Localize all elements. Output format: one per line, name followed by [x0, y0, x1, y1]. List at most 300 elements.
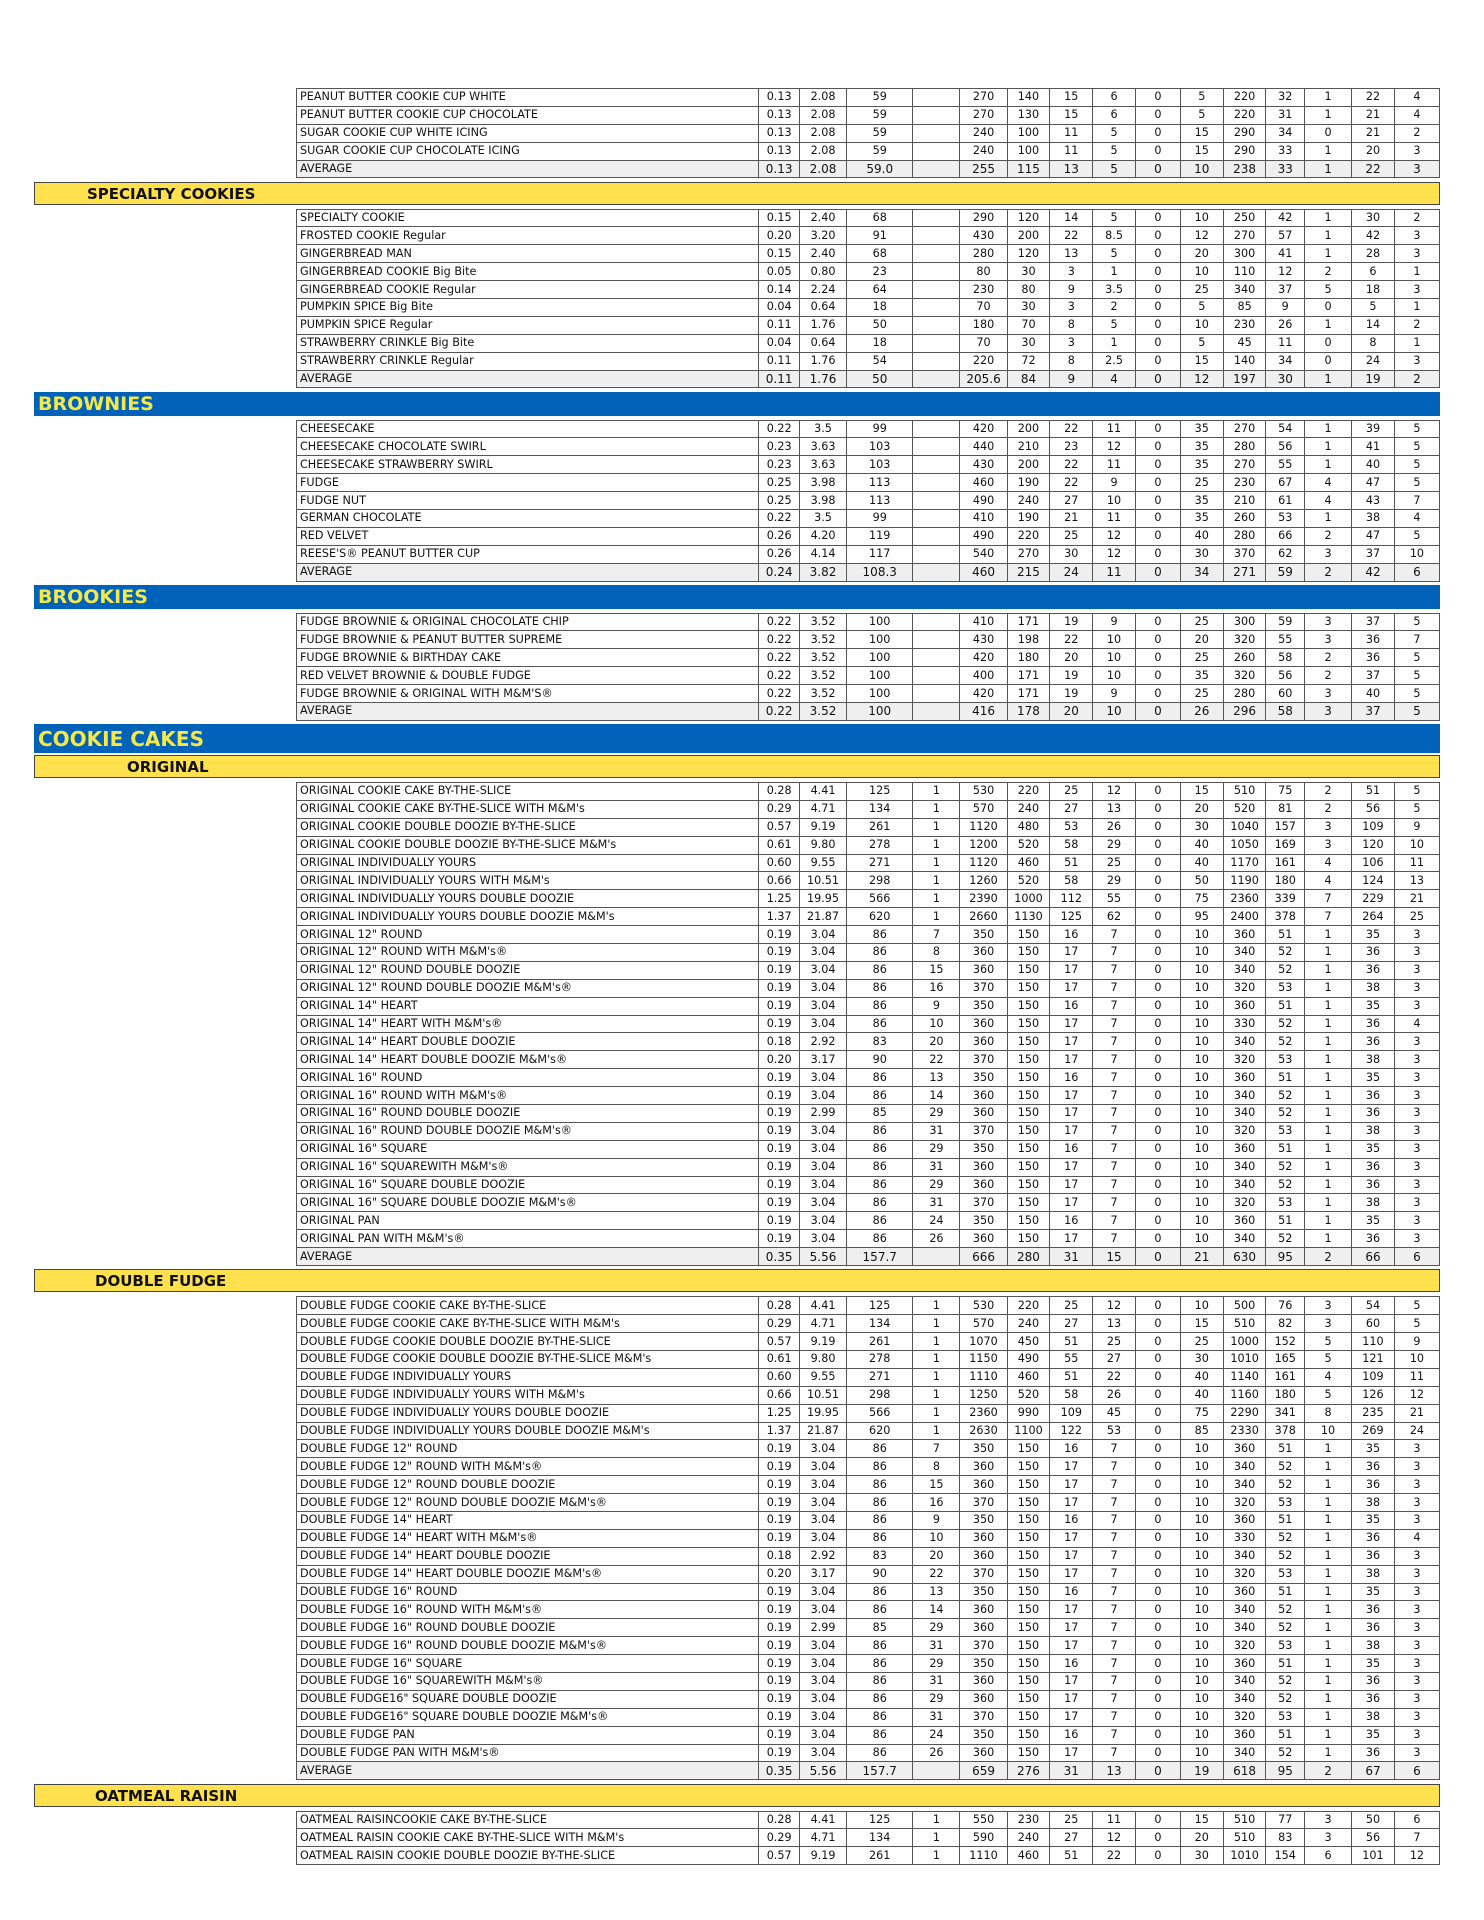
nutrient-value: 190 — [1007, 509, 1050, 527]
nutrient-value: 25 — [1180, 613, 1223, 631]
nutrient-value: 150 — [1007, 1230, 1050, 1248]
item-name: OATMEAL RAISIN COOKIE CAKE BY-THE-SLICE WITH M&M's — [297, 1829, 759, 1847]
item-name: PEANUT BUTTER COOKIE CUP CHOCOLATE — [297, 106, 759, 124]
nutrient-value: 7 — [1093, 1176, 1136, 1194]
nutrient-value: 2330 — [1223, 1422, 1266, 1440]
nutrient-value: 370 — [960, 1565, 1007, 1583]
nutrient-value: 0 — [1135, 1404, 1180, 1422]
nutrient-value: 0.19 — [759, 944, 800, 962]
nutrient-value: 99 — [847, 509, 913, 527]
nutrient-value: 3.04 — [799, 1673, 846, 1691]
nutrient-value: 10 — [1180, 1015, 1223, 1033]
nutrient-value: 271 — [847, 854, 913, 872]
nutrient-value: 38 — [1352, 1051, 1395, 1069]
nutrient-value: 3 — [1305, 703, 1352, 721]
nutrient-value: 0.22 — [759, 649, 800, 667]
nutrient-value: 2 — [1305, 263, 1352, 281]
nutrient-value: 0 — [1135, 926, 1180, 944]
nutrient-value: 370 — [960, 1122, 1007, 1140]
nutrient-value: 0.19 — [759, 1619, 800, 1637]
nutrient-value: 1 — [1305, 209, 1352, 227]
nutrient-value: 10 — [1180, 263, 1223, 281]
category-label: COOKIE CAKES — [38, 727, 204, 751]
nutrient-value: 0.19 — [759, 1511, 800, 1529]
nutrient-value: 510 — [1223, 1315, 1266, 1333]
nutrient-value: 45 — [1223, 334, 1266, 352]
nutrient-value: 4.20 — [799, 527, 846, 545]
nutrient-value: 10 — [1180, 1458, 1223, 1476]
nutrient-value: 320 — [1223, 1637, 1266, 1655]
nutrient-value: 5 — [1352, 298, 1395, 316]
nutrient-value: 154 — [1266, 1847, 1305, 1865]
nutrient-value: 14 — [1352, 316, 1395, 334]
nutrient-value: 1.76 — [799, 370, 846, 388]
nutrient-value: 5 — [1394, 474, 1439, 492]
nutrient-value: 269 — [1352, 1422, 1395, 1440]
nutrient-value: 10 — [1093, 649, 1136, 667]
nutrient-value: 290 — [960, 209, 1007, 227]
nutrient-value: 37 — [1266, 281, 1305, 299]
nutrient-value: 1140 — [1223, 1368, 1266, 1386]
nutrition-table — [296, 613, 1440, 721]
nutrient-value: 1.37 — [759, 1422, 800, 1440]
nutrient-value: 12 — [1093, 438, 1136, 456]
nutrient-value: 10 — [1180, 1476, 1223, 1494]
nutrient-value: 16 — [1050, 1212, 1093, 1230]
nutrient-value: 350 — [960, 1069, 1007, 1087]
nutrient-value: 3 — [1305, 1829, 1352, 1847]
nutrient-value: 2.08 — [799, 89, 846, 107]
nutrient-value: 0.64 — [799, 334, 846, 352]
nutrient-value: 1 — [1305, 316, 1352, 334]
nutrient-value — [913, 685, 960, 703]
table-row — [297, 124, 1440, 142]
nutrient-value: 0 — [1135, 1315, 1180, 1333]
nutrient-value: 58 — [1050, 872, 1093, 890]
nutrient-value: 38 — [1352, 1194, 1395, 1212]
nutrient-value: 3 — [1394, 1033, 1439, 1051]
nutrient-value: 340 — [1223, 944, 1266, 962]
nutrient-value: 9 — [913, 997, 960, 1015]
table-row — [297, 263, 1440, 281]
nutrient-value: 0.28 — [759, 1811, 800, 1829]
table-row — [297, 1690, 1440, 1708]
table-row — [297, 613, 1440, 631]
nutrient-value: 5 — [1394, 685, 1439, 703]
nutrient-value: 360 — [1223, 1440, 1266, 1458]
nutrient-value: 7 — [1093, 944, 1136, 962]
nutrient-value: 3 — [1394, 1673, 1439, 1691]
nutrient-value: 7 — [1093, 1476, 1136, 1494]
item-name: DOUBLE FUDGE 12" ROUND DOUBLE DOOZIE — [297, 1476, 759, 1494]
nutrient-value: 90 — [847, 1051, 913, 1069]
nutrient-value: 520 — [1223, 800, 1266, 818]
nutrient-value: 1 — [913, 836, 960, 854]
item-name: DOUBLE FUDGE16" SQUARE DOUBLE DOOZIE — [297, 1690, 759, 1708]
nutrient-value: 4 — [1305, 1368, 1352, 1386]
nutrient-value: 1 — [913, 800, 960, 818]
item-name: DOUBLE FUDGE INDIVIDUALLY YOURS — [297, 1368, 759, 1386]
average-row — [297, 563, 1440, 581]
nutrient-value: 0 — [1135, 334, 1180, 352]
nutrient-value: 0.18 — [759, 1547, 800, 1565]
nutrient-value: 26 — [1093, 1386, 1136, 1404]
nutrient-value: 20 — [1180, 800, 1223, 818]
nutrient-value: 460 — [1007, 1847, 1050, 1865]
nutrient-value: 3.04 — [799, 1708, 846, 1726]
nutrient-value: 22 — [1050, 227, 1093, 245]
nutrient-value: 1 — [1305, 1547, 1352, 1565]
nutrient-value: 19 — [1050, 685, 1093, 703]
nutrient-value: 1 — [913, 1297, 960, 1315]
nutrient-value: 260 — [1223, 649, 1266, 667]
nutrient-value: 58 — [1050, 1386, 1093, 1404]
nutrient-value: 3 — [1305, 836, 1352, 854]
nutrient-value: 0.19 — [759, 1673, 800, 1691]
nutrient-value: 21 — [1352, 106, 1395, 124]
nutrient-value: 300 — [1223, 613, 1266, 631]
nutrient-value: 10 — [1180, 1140, 1223, 1158]
nutrient-value: 157.7 — [847, 1248, 913, 1266]
nutrient-value: 75 — [1266, 783, 1305, 801]
nutrient-value: 264 — [1352, 908, 1395, 926]
nutrient-value: 378 — [1266, 1422, 1305, 1440]
nutrient-value: 80 — [1007, 281, 1050, 299]
nutrient-value: 540 — [960, 545, 1007, 563]
nutrient-value: 0 — [1135, 1511, 1180, 1529]
nutrient-value: 0 — [1135, 1673, 1180, 1691]
nutrient-value: 0 — [1135, 1297, 1180, 1315]
nutrient-value: 38 — [1352, 1494, 1395, 1512]
subcategory-label: ORIGINAL — [127, 758, 209, 776]
nutrient-value: 25 — [1180, 1333, 1223, 1351]
nutrient-value — [913, 527, 960, 545]
nutrient-value: 0.29 — [759, 1829, 800, 1847]
nutrient-value: 0 — [1135, 1158, 1180, 1176]
nutrient-value: 205.6 — [960, 370, 1007, 388]
nutrient-value: 360 — [960, 961, 1007, 979]
nutrient-value: 86 — [847, 1601, 913, 1619]
nutrient-value: 83 — [1266, 1829, 1305, 1847]
nutrient-value: 67 — [1352, 1762, 1395, 1780]
nutrient-value: 52 — [1266, 1458, 1305, 1476]
nutrient-value: 22 — [1352, 160, 1395, 178]
nutrient-value: 2660 — [960, 908, 1007, 926]
nutrient-value: 990 — [1007, 1404, 1050, 1422]
nutrient-value: 1 — [1305, 438, 1352, 456]
nutrient-value: 18 — [1352, 281, 1395, 299]
nutrient-value: 3 — [1394, 1194, 1439, 1212]
nutrient-value: 30 — [1007, 298, 1050, 316]
nutrient-value: 320 — [1223, 631, 1266, 649]
nutrient-value: 57 — [1266, 227, 1305, 245]
nutrient-value: 40 — [1180, 854, 1223, 872]
nutrient-value: 0 — [1135, 492, 1180, 510]
nutrient-value: 17 — [1050, 1547, 1093, 1565]
nutrient-value: 0 — [1135, 1015, 1180, 1033]
nutrient-value: 6 — [1305, 1847, 1352, 1865]
nutrient-value: 134 — [847, 1829, 913, 1847]
nutrient-value: 0 — [1135, 1176, 1180, 1194]
nutrient-value: 150 — [1007, 1529, 1050, 1547]
average-row — [297, 160, 1440, 178]
nutrient-value: 157.7 — [847, 1762, 913, 1780]
nutrient-value: 490 — [960, 527, 1007, 545]
nutrient-value: 1150 — [960, 1350, 1007, 1368]
table-row — [297, 1744, 1440, 1762]
nutrient-value: 410 — [960, 509, 1007, 527]
nutrient-value: 0 — [1135, 1440, 1180, 1458]
nutrient-value: 0 — [1135, 209, 1180, 227]
nutrient-value: 410 — [960, 613, 1007, 631]
nutrient-value: 3.04 — [799, 1087, 846, 1105]
nutrient-value: 61 — [1266, 492, 1305, 510]
nutrient-value: 95 — [1266, 1248, 1305, 1266]
nutrient-value: 51 — [1352, 783, 1395, 801]
nutrient-value — [913, 334, 960, 352]
nutrient-value: 29 — [913, 1619, 960, 1637]
nutrient-value: 100 — [847, 631, 913, 649]
nutrient-value: 0.19 — [759, 1122, 800, 1140]
nutrient-value: 31 — [913, 1708, 960, 1726]
nutrient-value: 7 — [1093, 1230, 1136, 1248]
nutrient-value: 53 — [1266, 1051, 1305, 1069]
nutrient-value: 5.56 — [799, 1248, 846, 1266]
nutrient-value: 86 — [847, 926, 913, 944]
nutrient-value: 35 — [1180, 420, 1223, 438]
nutrient-value: 68 — [847, 245, 913, 263]
nutrient-value: 7 — [1093, 1744, 1136, 1762]
nutrient-value: 52 — [1266, 1176, 1305, 1194]
item-name: ORIGINAL 16" ROUND WITH M&M's® — [297, 1087, 759, 1105]
nutrient-value: 350 — [960, 997, 1007, 1015]
nutrient-value: 0.19 — [759, 1212, 800, 1230]
nutrient-value: 255 — [960, 160, 1007, 178]
nutrient-value: 8 — [1305, 1404, 1352, 1422]
nutrient-value: 29 — [913, 1105, 960, 1123]
table-row — [297, 438, 1440, 456]
nutrient-value: 52 — [1266, 1158, 1305, 1176]
nutrient-value: 1 — [913, 818, 960, 836]
nutrient-value: 0.28 — [759, 1297, 800, 1315]
nutrient-value: 5 — [1180, 298, 1223, 316]
nutrient-value: 7 — [1093, 1655, 1136, 1673]
nutrient-value: 15 — [1050, 106, 1093, 124]
nutrient-value: 3 — [1394, 1708, 1439, 1726]
nutrient-value: 2 — [1394, 370, 1439, 388]
nutrient-value: 1 — [1305, 1458, 1352, 1476]
nutrient-value: 0.15 — [759, 245, 800, 263]
nutrient-value: 0 — [1135, 1655, 1180, 1673]
nutrient-value: 0.22 — [759, 509, 800, 527]
nutrient-value: 0.25 — [759, 474, 800, 492]
nutrient-value: 62 — [1266, 545, 1305, 563]
nutrient-value: 171 — [1007, 667, 1050, 685]
nutrient-value: 50 — [847, 370, 913, 388]
nutrient-value: 0.19 — [759, 1087, 800, 1105]
table-row — [297, 1847, 1440, 1865]
nutrient-value: 3 — [1394, 1690, 1439, 1708]
item-name: DOUBLE FUDGE COOKIE CAKE BY-THE-SLICE — [297, 1297, 759, 1315]
nutrient-value: 35 — [1352, 926, 1395, 944]
nutrient-value: 9 — [1093, 685, 1136, 703]
nutrient-value: 0.19 — [759, 1230, 800, 1248]
nutrient-value — [913, 474, 960, 492]
nutrient-value: 27 — [1050, 492, 1093, 510]
nutrient-value: 150 — [1007, 997, 1050, 1015]
nutrient-value: 56 — [1352, 800, 1395, 818]
nutrient-value: 1 — [1305, 1087, 1352, 1105]
nutrient-value: 180 — [1266, 1386, 1305, 1404]
nutrient-value — [913, 1762, 960, 1780]
nutrient-value: 150 — [1007, 961, 1050, 979]
nutrient-value: 0.19 — [759, 1140, 800, 1158]
nutrient-value: 17 — [1050, 1601, 1093, 1619]
nutrient-value: 52 — [1266, 1230, 1305, 1248]
nutrient-value: 86 — [847, 1122, 913, 1140]
nutrient-value: 66 — [1352, 1248, 1395, 1266]
table-row — [297, 667, 1440, 685]
nutrient-value — [913, 545, 960, 563]
nutrient-value: 86 — [847, 1069, 913, 1087]
nutrient-value: 1010 — [1223, 1847, 1266, 1865]
nutrient-value: 150 — [1007, 1511, 1050, 1529]
nutrient-value: 11 — [1093, 456, 1136, 474]
nutrient-value: 34 — [1266, 352, 1305, 370]
table-row — [297, 281, 1440, 299]
nutrient-value: 152 — [1266, 1333, 1305, 1351]
nutrient-value: 3.04 — [799, 1637, 846, 1655]
nutrient-value: 161 — [1266, 1368, 1305, 1386]
nutrient-value: 38 — [1352, 1122, 1395, 1140]
nutrient-value: 72 — [1007, 352, 1050, 370]
nutrient-value: 4 — [1093, 370, 1136, 388]
nutrient-value: 420 — [960, 649, 1007, 667]
item-name: DOUBLE FUDGE 14" HEART WITH M&M's® — [297, 1529, 759, 1547]
nutrient-value: 0.19 — [759, 1529, 800, 1547]
nutrient-value: 10 — [1180, 1158, 1223, 1176]
nutrient-value: 280 — [1007, 1248, 1050, 1266]
nutrient-value: 3 — [1305, 818, 1352, 836]
nutrient-value: 12 — [1394, 1386, 1439, 1404]
nutrient-value: 0.05 — [759, 263, 800, 281]
nutrient-value: 0 — [1135, 474, 1180, 492]
nutrient-value: 340 — [1223, 1690, 1266, 1708]
nutrient-value: 12 — [1266, 263, 1305, 281]
nutrient-value: 95 — [1266, 1762, 1305, 1780]
nutrient-value: 21 — [1180, 1248, 1223, 1266]
nutrient-value — [913, 106, 960, 124]
nutrient-value: 36 — [1352, 1230, 1395, 1248]
nutrient-value: 7 — [1093, 1565, 1136, 1583]
table-row — [297, 1511, 1440, 1529]
nutrient-value: 30 — [1007, 334, 1050, 352]
nutrient-value: 271 — [847, 1368, 913, 1386]
nutrient-value: 31 — [1050, 1248, 1093, 1266]
nutrient-value: 230 — [1223, 474, 1266, 492]
nutrient-value: 360 — [960, 1529, 1007, 1547]
nutrient-value: 510 — [1223, 1811, 1266, 1829]
nutrient-value: 17 — [1050, 1494, 1093, 1512]
nutrient-value: 340 — [1223, 1744, 1266, 1762]
nutrition-table — [296, 1811, 1440, 1866]
item-name: ORIGINAL INDIVIDUALLY YOURS WITH M&M's — [297, 872, 759, 890]
nutrient-value: 5 — [1394, 613, 1439, 631]
nutrient-value: 21 — [1352, 124, 1395, 142]
nutrient-value: 3.04 — [799, 1440, 846, 1458]
nutrient-value: 7 — [1093, 1690, 1136, 1708]
nutrient-value: 0 — [1135, 613, 1180, 631]
nutrient-value: 1200 — [960, 836, 1007, 854]
nutrient-value: 85 — [1180, 1422, 1223, 1440]
nutrient-value: 9 — [1394, 1333, 1439, 1351]
nutrient-value — [913, 563, 960, 581]
nutrient-value: 659 — [960, 1762, 1007, 1780]
nutrient-value: 150 — [1007, 1015, 1050, 1033]
nutrient-value: 20 — [913, 1033, 960, 1051]
nutrient-value: 3.04 — [799, 1529, 846, 1547]
nutrient-value: 230 — [960, 281, 1007, 299]
nutrient-value: 4.41 — [799, 783, 846, 801]
nutrient-value: 34 — [1266, 124, 1305, 142]
nutrient-value — [913, 227, 960, 245]
nutrient-value: 3.52 — [799, 685, 846, 703]
item-name: CHEESECAKE CHOCOLATE SWIRL — [297, 438, 759, 456]
table-row — [297, 474, 1440, 492]
nutrient-value: 10 — [1180, 1494, 1223, 1512]
nutrient-value: 35 — [1180, 492, 1223, 510]
nutrient-value: 270 — [1007, 545, 1050, 563]
nutrient-value: 240 — [1007, 1829, 1050, 1847]
nutrient-value: 10.51 — [799, 872, 846, 890]
nutrient-value: 36 — [1352, 944, 1395, 962]
nutrient-value: 1 — [913, 1333, 960, 1351]
nutrient-value: 0 — [1135, 1619, 1180, 1637]
item-name: AVERAGE — [297, 703, 759, 721]
nutrient-value: 66 — [1266, 527, 1305, 545]
nutrient-value: 0 — [1135, 818, 1180, 836]
nutrient-value: 53 — [1266, 1637, 1305, 1655]
nutrient-value: 29 — [913, 1690, 960, 1708]
nutrient-value: 360 — [1223, 1212, 1266, 1230]
nutrient-value: 1 — [1394, 263, 1439, 281]
nutrient-value: 360 — [960, 1619, 1007, 1637]
nutrient-value: 350 — [960, 1726, 1007, 1744]
table-row — [297, 961, 1440, 979]
nutrient-value: 330 — [1223, 1015, 1266, 1033]
nutrient-value: 52 — [1266, 1619, 1305, 1637]
nutrient-value: 3 — [1394, 1726, 1439, 1744]
nutrient-value: 17 — [1050, 1744, 1093, 1762]
nutrient-value: 3 — [1394, 281, 1439, 299]
table-row — [297, 298, 1440, 316]
nutrient-value: 36 — [1352, 1176, 1395, 1194]
nutrient-value: 0 — [1135, 1847, 1180, 1865]
nutrient-value: 1 — [913, 1404, 960, 1422]
nutrient-value: 86 — [847, 1673, 913, 1691]
nutrient-value: 1 — [913, 1350, 960, 1368]
nutrient-value: 17 — [1050, 1230, 1093, 1248]
item-name: ORIGINAL 16" SQUARE DOUBLE DOOZIE — [297, 1176, 759, 1194]
nutrient-value: 37 — [1352, 703, 1395, 721]
nutrient-value: 3 — [1394, 1619, 1439, 1637]
nutrient-value: 530 — [960, 1297, 1007, 1315]
nutrient-value: 10 — [1093, 631, 1136, 649]
nutrient-value: 7 — [1093, 1194, 1136, 1212]
nutrient-value: 2.40 — [799, 209, 846, 227]
nutrient-value: 3 — [1394, 1440, 1439, 1458]
nutrient-value: 103 — [847, 456, 913, 474]
